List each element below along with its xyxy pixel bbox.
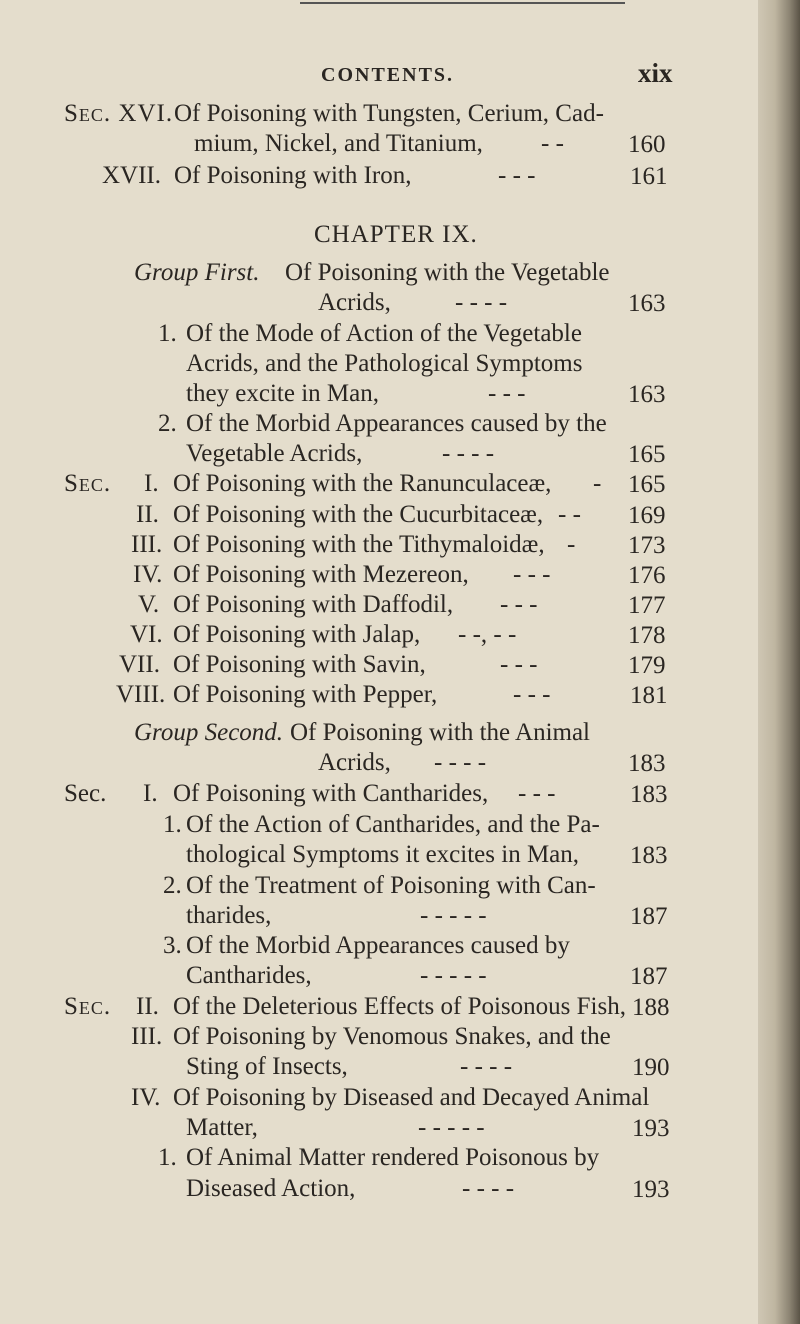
toc-entry-label: III.	[131, 531, 163, 558]
toc-leaders: - - - -	[434, 749, 487, 776]
toc-page-number: 190	[632, 1054, 670, 1081]
toc-leaders: - - -	[498, 162, 536, 189]
toc-leaders: - - -	[518, 780, 556, 807]
toc-entry-label: VI.	[130, 621, 163, 648]
toc-entry-label: XVII.	[102, 162, 162, 189]
toc-entry-text: mium, Nickel, and Titanium,	[194, 130, 483, 157]
toc-page-number: 193	[632, 1115, 670, 1142]
toc-entry-label: 2.	[163, 872, 182, 899]
toc-page-number: 183	[630, 842, 668, 869]
toc-entry-text: Acrids,	[318, 749, 391, 776]
toc-page-number: 169	[628, 502, 666, 529]
toc-entry-text: Of Poisoning with Cantharides,	[173, 780, 489, 807]
toc-entry-number: I.	[144, 470, 159, 497]
toc-page-number: 163	[628, 290, 666, 317]
toc-entry-text: they excite in Man,	[186, 380, 379, 407]
toc-entry-text: thological Symptoms it excites in Man,	[186, 841, 580, 868]
toc-entry-text: Of Poisoning with Mezereon,	[173, 561, 469, 588]
toc-entry-text: Matter,	[186, 1114, 258, 1141]
toc-entry-label: V.	[138, 591, 160, 618]
toc-page-number: 161	[630, 163, 668, 190]
toc-entry-label: Sec. XVI.	[64, 100, 174, 127]
toc-leaders: - - -	[488, 380, 526, 407]
toc-entry-label: Sec.	[64, 993, 112, 1020]
toc-entry-text: Cantharides,	[186, 962, 312, 989]
toc-entry-text: Of Poisoning by Diseased and Decayed Animal	[173, 1084, 650, 1111]
toc-entry-label: II.	[136, 501, 159, 528]
toc-page-number: 160	[628, 131, 666, 158]
toc-page-number: 179	[628, 652, 666, 679]
toc-entry-label: 1.	[163, 811, 182, 838]
toc-leaders: -	[567, 531, 576, 558]
toc-leaders: - - -	[500, 591, 538, 618]
toc-entry-label: 3.	[163, 932, 182, 959]
toc-page-number: 176	[628, 562, 666, 589]
chapter-heading: CHAPTER IX.	[314, 221, 478, 248]
toc-leaders: - - - - -	[418, 1114, 485, 1141]
toc-page-number: 165	[628, 441, 666, 468]
toc-entry-text: Of Poisoning with Savin,	[173, 651, 426, 678]
toc-entry-text: Of Poisoning with the Vegetable	[285, 259, 610, 286]
toc-entry-text: tharides,	[186, 902, 272, 929]
toc-page-number: 173	[628, 532, 666, 559]
toc-page-number: 187	[630, 903, 668, 930]
toc-leaders: - - - - -	[420, 962, 487, 989]
toc-leaders: - - - -	[462, 1175, 515, 1202]
toc-entry-text: Of Poisoning with the Ranunculaceæ,	[173, 470, 552, 497]
toc-page-number: 177	[628, 592, 666, 619]
toc-entry-text: Of the Action of Cantharides, and the Pa-	[186, 811, 600, 838]
toc-leaders: - - -	[500, 651, 538, 678]
toc-entry-text: Of Poisoning by Venomous Snakes, and the	[173, 1023, 611, 1050]
toc-entry-label: 1.	[158, 1144, 177, 1171]
toc-leaders: - - - -	[460, 1053, 513, 1080]
toc-entry-label: 1.	[158, 320, 177, 347]
toc-entry-text: Of Poisoning with Daffodil,	[173, 591, 454, 618]
toc-entry-number: II.	[136, 993, 159, 1020]
toc-entry-label: Group Second.	[134, 719, 284, 746]
toc-entry-label: 2.	[158, 410, 177, 437]
toc-entry-text: Of Poisoning with the Animal	[290, 719, 590, 746]
toc-entry-text: Of Animal Matter rendered Poisonous by	[186, 1144, 600, 1171]
toc-page-number: 183	[628, 750, 666, 777]
toc-leaders: - -, - -	[458, 621, 517, 648]
toc-leaders: - - -	[513, 561, 551, 588]
toc-entry-text: Of Poisoning with Jalap,	[173, 621, 421, 648]
toc-entry-text: Of Poisoning with the Tithymaloidæ,	[173, 531, 545, 558]
toc-leaders: - - - -	[455, 289, 508, 316]
toc-leaders: - -	[558, 501, 581, 528]
toc-entry-text: Acrids,	[318, 289, 391, 316]
toc-entry-text: Of Poisoning with the Cucurbitaceæ,	[173, 501, 544, 528]
toc-leaders: - - - -	[442, 440, 495, 467]
toc-page-number: 163	[628, 381, 666, 408]
toc-entry-label: IV.	[131, 1084, 161, 1111]
toc-entry-text: Of the Morbid Appearances caused by the	[186, 410, 607, 437]
toc-entry-text: Of Poisoning with Pepper,	[173, 681, 438, 708]
toc-entry-text: Of the Treatment of Poisoning with Can-	[186, 872, 596, 899]
toc-entry-text: Vegetable Acrids,	[186, 440, 363, 467]
toc-entry-text: Of Poisoning with Tungsten, Cerium, Cad-	[174, 100, 604, 127]
book-page-edge	[758, 0, 800, 1324]
toc-entry-label: Sec.	[64, 780, 107, 807]
toc-entry-label: Sec.	[64, 470, 112, 497]
toc-entry-text: Of the Mode of Action of the Vegetable	[186, 320, 582, 347]
toc-entry-text: Of Poisoning with Iron,	[174, 162, 412, 189]
toc-leaders: - -	[541, 130, 564, 157]
toc-leaders: -	[593, 470, 602, 497]
toc-page-number: 165	[628, 471, 666, 498]
toc-entry-label: Group First.	[134, 259, 260, 286]
toc-entry-text: Sting of Insects,	[186, 1053, 348, 1080]
toc-entry-label: IV.	[133, 561, 163, 588]
toc-page-number: 183	[630, 781, 668, 808]
toc-entry-number: I.	[143, 780, 158, 807]
toc-entry-text: Of the Morbid Appearances caused by	[186, 932, 570, 959]
page-number: xix	[638, 58, 673, 88]
toc-page-number: 181	[630, 682, 668, 709]
toc-entry-text: Acrids, and the Pathological Symptoms	[186, 350, 583, 377]
toc-entry-label: VIII.	[116, 681, 166, 708]
toc-entry-text: Of the Deleterious Effects of Poisonous Fish,	[173, 993, 626, 1020]
running-title: CONTENTS.	[321, 64, 455, 86]
toc-page-number: 193	[632, 1176, 670, 1203]
toc-leaders: - - -	[513, 681, 551, 708]
toc-page-number: 178	[628, 622, 666, 649]
toc-leaders: - - - - -	[420, 902, 487, 929]
header-rule	[300, 2, 625, 4]
toc-page-number: 187	[630, 963, 668, 990]
toc-entry-text: Diseased Action,	[186, 1175, 356, 1202]
toc-entry-label: III.	[131, 1023, 163, 1050]
toc-page-number: 188	[632, 994, 670, 1021]
toc-entry-label: VII.	[119, 651, 160, 678]
